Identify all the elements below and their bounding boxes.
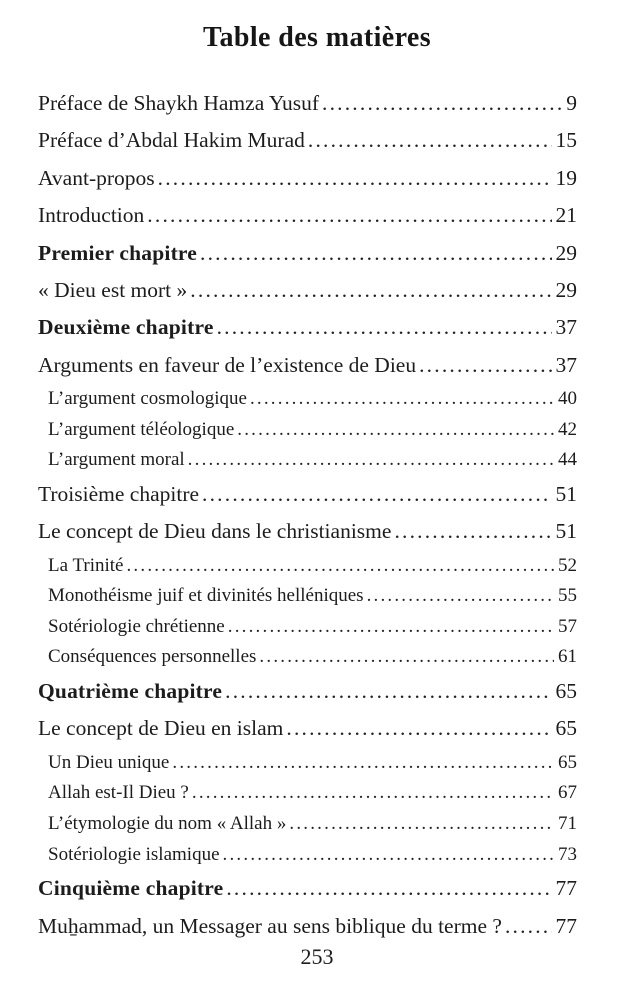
dot-leader-icon bbox=[225, 673, 551, 710]
toc-entry-label: L’argument téléologique bbox=[48, 418, 235, 440]
toc-entry bbox=[38, 581, 577, 612]
dot-leader-icon bbox=[192, 778, 554, 809]
toc-entry-page-number: 51 bbox=[555, 481, 577, 506]
toc-entry bbox=[38, 748, 577, 779]
toc-entry-label: L’étymologie du nom « Allah » bbox=[48, 813, 287, 835]
toc-entry bbox=[38, 197, 577, 234]
toc-entry bbox=[38, 384, 577, 415]
toc-entry-label: Monothéisme juif et divinités helléniques bbox=[48, 585, 364, 607]
dot-leader-icon bbox=[147, 197, 551, 234]
dot-leader-icon bbox=[505, 908, 552, 945]
toc-entry bbox=[38, 513, 577, 550]
dot-leader-icon bbox=[308, 122, 552, 159]
toc-entry-page-number: 37 bbox=[555, 315, 577, 340]
toc-entry-label: Muẖammad, un Messager au sens biblique du terme ? bbox=[38, 913, 502, 938]
toc-entry-page-number: 65 bbox=[558, 751, 577, 773]
toc-entry bbox=[38, 778, 577, 809]
toc-entry bbox=[38, 476, 577, 513]
toc-entry bbox=[38, 710, 577, 747]
toc-entry bbox=[38, 309, 577, 346]
toc-entry-page-number: 67 bbox=[558, 782, 577, 804]
toc-entry-label: L’argument cosmologique bbox=[48, 388, 247, 410]
dot-leader-icon bbox=[419, 347, 551, 384]
toc-entry-label: Sotériologie chrétienne bbox=[48, 615, 225, 637]
toc-entry-label: Préface d’Abdal Hakim Murad bbox=[38, 128, 305, 153]
dot-leader-icon bbox=[286, 710, 551, 747]
dot-leader-icon bbox=[126, 551, 554, 582]
dot-leader-icon bbox=[226, 870, 551, 907]
toc-entry bbox=[38, 673, 577, 710]
toc-entry-label: Allah est-Il Dieu ? bbox=[48, 782, 189, 804]
toc-entry bbox=[38, 870, 577, 907]
toc-entry bbox=[38, 415, 577, 446]
dot-leader-icon bbox=[188, 445, 554, 476]
toc-entry-page-number: 55 bbox=[558, 585, 577, 607]
toc-entry-page-number: 77 bbox=[555, 876, 577, 901]
dot-leader-icon bbox=[228, 612, 554, 643]
toc-entry bbox=[38, 642, 577, 673]
dot-leader-icon bbox=[200, 235, 551, 272]
toc-entry-label: Troisième chapitre bbox=[38, 481, 200, 506]
toc-entry bbox=[38, 85, 577, 122]
toc-entry-page-number: 37 bbox=[555, 352, 577, 377]
dot-leader-icon bbox=[158, 160, 552, 197]
dot-leader-icon bbox=[259, 642, 554, 673]
toc-entry-page-number: 73 bbox=[558, 843, 577, 865]
toc-entry-label: Quatrième chapitre bbox=[38, 679, 223, 704]
dot-leader-icon bbox=[223, 840, 554, 871]
toc-entry-page-number: 52 bbox=[558, 554, 577, 576]
toc-entry-label: « Dieu est mort » bbox=[38, 277, 188, 302]
toc-entry-label: Sotériologie islamique bbox=[48, 843, 220, 865]
dot-leader-icon bbox=[190, 272, 551, 309]
toc-entry bbox=[38, 809, 577, 840]
toc-entry-page-number: 29 bbox=[555, 277, 577, 302]
dot-leader-icon bbox=[237, 415, 554, 446]
toc-entry-label: Avant-propos bbox=[38, 165, 155, 190]
toc-entry bbox=[38, 122, 577, 159]
toc-entry bbox=[38, 612, 577, 643]
toc-entry-label: Le concept de Dieu en islam bbox=[38, 716, 284, 741]
toc-entry bbox=[38, 272, 577, 309]
toc-entry bbox=[38, 840, 577, 871]
toc-entry bbox=[38, 908, 577, 945]
page-title: Table des matières bbox=[202, 22, 432, 53]
toc-entry-page-number: 65 bbox=[555, 716, 577, 741]
toc-entry-label: Le concept de Dieu dans le christianisme bbox=[38, 519, 392, 544]
toc-entry bbox=[38, 445, 577, 476]
dot-leader-icon bbox=[367, 581, 554, 612]
toc-entry-page-number: 61 bbox=[558, 646, 577, 668]
toc-entry-page-number: 29 bbox=[555, 240, 577, 265]
toc-entry-page-number: 51 bbox=[555, 519, 577, 544]
toc-entry-page-number: 21 bbox=[555, 203, 577, 228]
toc-entry-page-number: 65 bbox=[555, 679, 577, 704]
dot-leader-icon bbox=[289, 809, 554, 840]
toc-entry bbox=[38, 160, 577, 197]
toc-entry-label: Arguments en faveur de l’existence de Dieu bbox=[38, 352, 417, 377]
toc-list bbox=[38, 85, 577, 945]
toc-entry bbox=[38, 551, 577, 582]
toc-entry-page-number: 77 bbox=[555, 913, 577, 938]
toc-entry-label: Cinquième chapitre bbox=[38, 876, 224, 901]
toc-entry-label: L’argument moral bbox=[48, 449, 185, 471]
dot-leader-icon bbox=[394, 513, 551, 550]
folio-page-number: 253 bbox=[300, 944, 334, 969]
toc-entry-label: Introduction bbox=[38, 203, 145, 228]
toc-entry-page-number: 15 bbox=[555, 128, 577, 153]
toc-entry-page-number: 19 bbox=[555, 165, 577, 190]
dot-leader-icon bbox=[217, 309, 552, 346]
dot-leader-icon bbox=[322, 85, 562, 122]
toc-entry-page-number: 57 bbox=[558, 615, 577, 637]
toc-entry-page-number: 40 bbox=[558, 388, 577, 410]
toc-entry-label: Préface de Shaykh Hamza Yusuf bbox=[38, 91, 319, 115]
toc-entry-page-number: 42 bbox=[558, 418, 577, 440]
toc-entry-label: Deuxième chapitre bbox=[38, 315, 214, 340]
toc-entry bbox=[38, 347, 577, 384]
toc-entry-page-number: 44 bbox=[558, 449, 577, 471]
dot-leader-icon bbox=[172, 748, 554, 779]
toc-entry-label: La Trinité bbox=[48, 554, 124, 576]
toc-entry bbox=[38, 235, 577, 272]
toc-entry-page-number: 9 bbox=[566, 91, 577, 115]
dot-leader-icon bbox=[202, 476, 551, 513]
toc-entry-label: Premier chapitre bbox=[38, 240, 198, 265]
toc-entry-page-number: 71 bbox=[558, 813, 577, 835]
toc-entry-label: Un Dieu unique bbox=[48, 751, 170, 773]
dot-leader-icon bbox=[250, 384, 554, 415]
toc-entry-label: Conséquences personnelles bbox=[48, 646, 257, 668]
